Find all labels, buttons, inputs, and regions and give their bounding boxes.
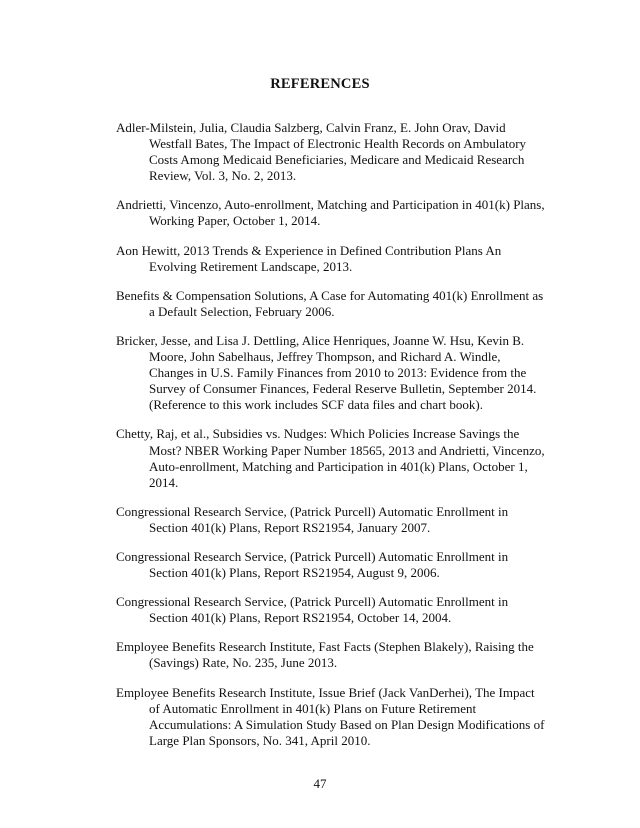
reference-entry: Aon Hewitt, 2013 Trends & Experience in Defined Contribution Plans An Evolving Retirement Landscape, 2013. [116,242,502,274]
reference-entry: Chetty, Raj, et al., Subsidies vs. Nudges: Which Policies Increase Savings the Most? NBER Working Paper Number 18565, 2013 and Andrietti, Vincenzo, Auto-enrollment, Matching and Participation in 401(k) Plans, October 1, 2014. [116,426,545,490]
reference-entry: Andrietti, Vincenzo, Auto-enrollment, Matching and Participation in 401(k) Plans, Working Paper, October 1, 2014. [116,197,545,229]
reference-entry: Bricker, Jesse, and Lisa J. Dettling, Alice Henriques, Joanne W. Hsu, Kevin B. Moore, John Sabelhaus, Jeffrey Thompson, and Richard A. Windle, Changes in U.S. Family Finances from 2010 to 2013: Evidence from the Survey of Consumer Finances, Federal Reserve Bulletin, September 2014. (Reference to this work includes SCF data files and chart book). [116,332,537,413]
reference-entry: Benefits & Compensation Solutions, A Case for Automating 401(k) Enrollment as a Default Selection, February 2006. [116,287,544,319]
reference-entry: Employee Benefits Research Institute, Issue Brief (Jack VanDerhei), The Impact of Automatic Enrollment in 401(k) Plans on Future Retirement Accumulations: A Simulation Study Based on Plan Design Modifications of Large Plan Sponsors, No. 341, April 2010. [116,684,545,748]
reference-entry: Adler-Milstein, Julia, Claudia Salzberg, Calvin Franz, E. John Orav, David Westfall Bates, The Impact of Electronic Health Records on Ambulatory Costs Among Medicaid Beneficiaries, Medicare and Medicaid Research Review, Vol. 3, No. 2, 2013. [116,120,527,184]
page-title: REFERENCES [270,76,370,92]
reference-list [116,120,546,762]
reference-entry: Congressional Research Service, (Patrick Purcell) Automatic Enrollment in Section 401(k) Plans, Report RS21954, October 14, 2004. [116,594,509,626]
reference-entry: Congressional Research Service, (Patrick Purcell) Automatic Enrollment in Section 401(k) Plans, Report RS21954, August 9, 2006. [116,548,509,581]
page-number: 47 [313,776,327,791]
reference-entry: Employee Benefits Research Institute, Fast Facts (Stephen Blakely), Raising the (Savings) Rate, No. 235, June 2013. [116,639,534,671]
reference-entry: Congressional Research Service, (Patrick Purcell) Automatic Enrollment in Section 401(k) Plans, Report RS21954, January 2007. [116,503,509,535]
